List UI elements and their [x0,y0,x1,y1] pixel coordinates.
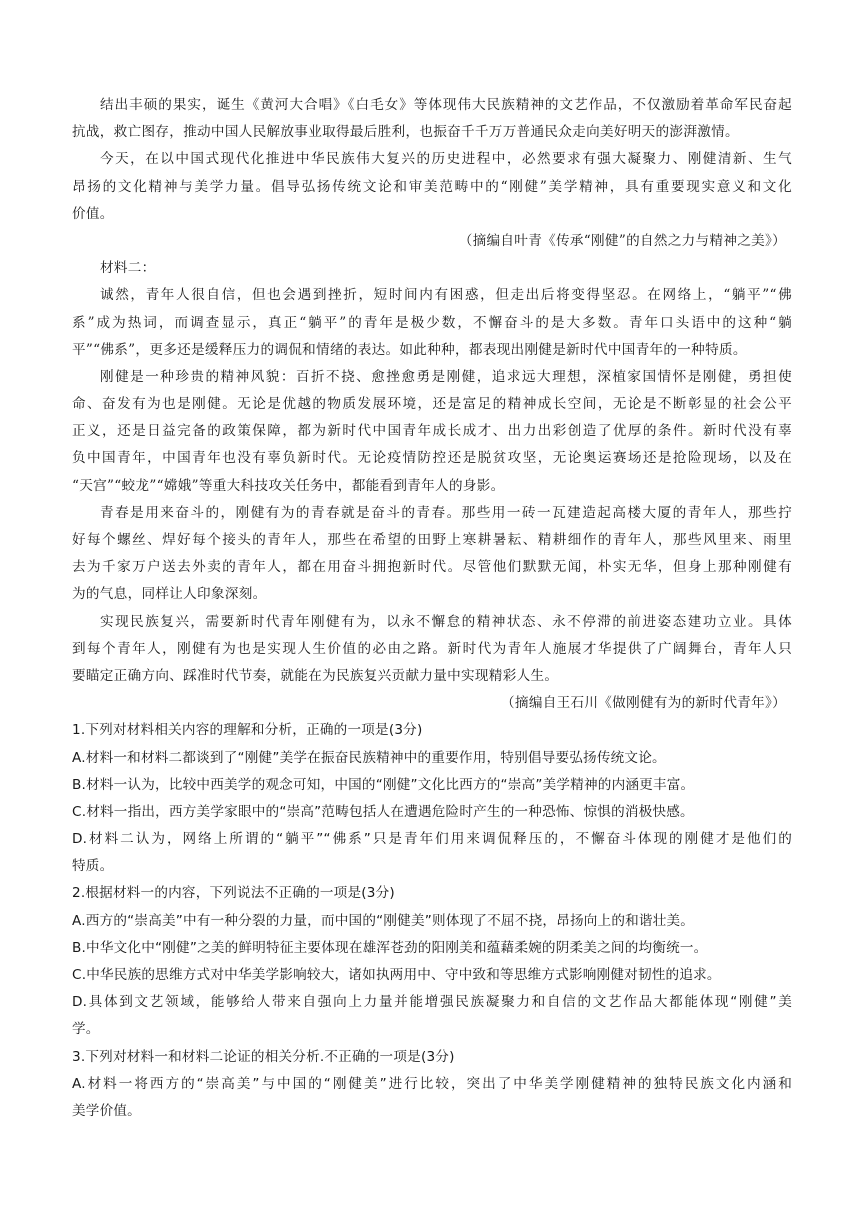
paragraph-line: 诚然，青年人很自信，但也会遇到挫折，短时间内有困惑，但走出后将变得坚忍。在网络上，“躺平”“佛 [100,287,792,304]
paragraph-line: 平”“佛系”，更多还是缓释压力的调侃和情绪的表达。如此种种，都表现出刚健是新时代中国青年的一种特质。 [72,341,747,358]
question-line: D.具体到文艺领域，能够给人带来自强向上力量并能增强民族凝聚力和自信的文艺作品大都能体现“刚健”美 [72,994,792,1011]
paragraph-line: “天宫”“蛟龙”“嫦娥”等重大科技攻关任务中，都能看到青年人的身影。 [72,477,505,494]
paragraph-line: 抗战，救亡图存，推动中国人民解放事业取得最后胜利，也振奋千千万万普通民众走向美好明天的澎湃激情。 [72,124,739,141]
question-line: D.材料二认为，网络上所谓的“躺平”“佛系”只是青年们用来调侃释压的，不懈奋斗体现的刚健才是他们的 [72,831,792,848]
paragraph-line: 实现民族复兴，需要新时代青年刚健有为，以永不懈怠的精神状态、永不停滞的前进姿态建功立业。具体 [100,613,792,630]
question-line: 美学价值。 [72,1102,141,1119]
paragraph-line: 材料二： [100,260,156,277]
question-line: C.中华民族的思维方式对中华美学影响较大，诸如执两用中、守中致和等思维方式影响刚健对韧性的追求。 [72,967,721,983]
paragraph-line: 要瞄定正确方向、踩准时代节奏，就能在为民族复兴贡献力量中实现精彩人生。 [72,667,559,684]
paragraph-line: 去为千家万户送去外卖的青年人，都在用奋斗拥抱新时代。尽管他们默默无闻，朴实无华，但身上那种刚健有 [72,559,792,576]
paragraph-line: 青春是用来奋斗的，刚健有为的青春就是奋斗的青春。那些用一砖一瓦建造起高楼大厦的青年人，那些拧 [100,504,792,521]
question-line: 特质。 [72,858,114,875]
paragraph-line: 刚健是一种珍贵的精神风貌：百折不挠、愈挫愈勇是刚健，追求远大理想，深植家国情怀是刚健，勇担使 [100,368,792,385]
paragraph-line: 好每个螺丝、焊好每个接头的青年人，那些在希望的田野上寒耕暑耘、精耕细作的青年人，那些风里来、雨里 [72,532,792,548]
question-line: A.西方的“崇高美”中有一种分裂的力量，而中国的“刚健美”则体现了不屈不挠，昂扬向上的和谐壮美。 [72,912,695,929]
paragraph-line: 命、奋发有为也是刚健。无论是优越的物质发展环境，还是富足的精神成长空间，无论是不断彰显的社会公平 [72,396,792,413]
question-line: 1.下列对材料相关内容的理解和分析，正确的一项是(3分) [72,722,423,739]
document-page [72,92,792,1125]
source-citation: （摘编自王石川《做刚健有为的新时代青年》） [501,695,786,712]
question-line: 2.根据材料一的内容，下列说法不正确的一项是(3分) [72,885,395,902]
question-line: 学。 [72,1021,100,1038]
paragraph-line: 结出丰硕的果实，诞生《黄河大合唱》《白毛女》等体现伟大民族精神的文艺作品，不仅激励着革命军民奋起 [100,97,792,113]
question-line: A.材料一和材料二都谈到了“刚健”美学在振奋民族精神中的重要作用，特别倡导要弘扬传统文论。 [72,749,666,766]
question-line: A.材料一将西方的“崇高美”与中国的“刚健美”进行比较，突出了中华美学刚健精神的独特民族文化内涵和 [72,1075,792,1092]
question-line: B.材料一认为，比较中西美学的观念可知，中国的“刚健”文化比西方的“崇高”美学精神的内涵更丰富。 [72,776,695,793]
paragraph-line: 到每个青年人，刚健有为也是实现人生价值的必由之路。新时代为青年人施展才华提供了广阔舞台，青年人只 [72,640,792,657]
paragraph-line: 为的气息，同样让人印象深刻。 [72,586,267,603]
question-line: C.材料一指出，西方美学家眼中的“崇高”范畴包括人在遭遇危险时产生的一种恐怖、惊惧的消极快感。 [72,803,694,820]
source-citation: （摘编自叶青《传承“刚健”的自然之力与精神之美》） [458,232,786,249]
paragraph-line: 今天，在以中国式现代化推进中华民族伟大复兴的历史进程中，必然要求有强大凝聚力、刚健清新、生气 [100,151,792,168]
paragraph-line: 负中国青年，中国青年也没有辜负新时代。无论疫情防控还是脱贫攻坚，无论奥运赛场还是抢险现场，以及在 [72,450,792,467]
paragraph-line: 正义，还是日益完备的政策保障，都为新时代中国青年成长成才、出力出彩创造了优厚的条件。新时代没有辜 [72,423,792,440]
paragraph-line: 价值。 [72,205,114,222]
paragraph-line: 昂扬的文化精神与美学力量。倡导弘扬传统文论和审美范畴中的“刚健”美学精神，具有重要现实意义和文化 [72,178,792,195]
question-line: 3.下列对材料一和材料二论证的相关分析.不正确的一项是(3分) [72,1048,455,1065]
paragraph-line: 系”成为热词，而调查显示，真正“躺平”的青年是极少数，不懈奋斗的是大多数。青年口头语中的这种“躺 [72,314,792,331]
question-line: B.中华文化中“刚健”之美的鲜明特征主要体现在雄浑苍劲的阳刚美和蕴藉柔婉的阴柔美之间的均衡统一。 [72,939,708,956]
